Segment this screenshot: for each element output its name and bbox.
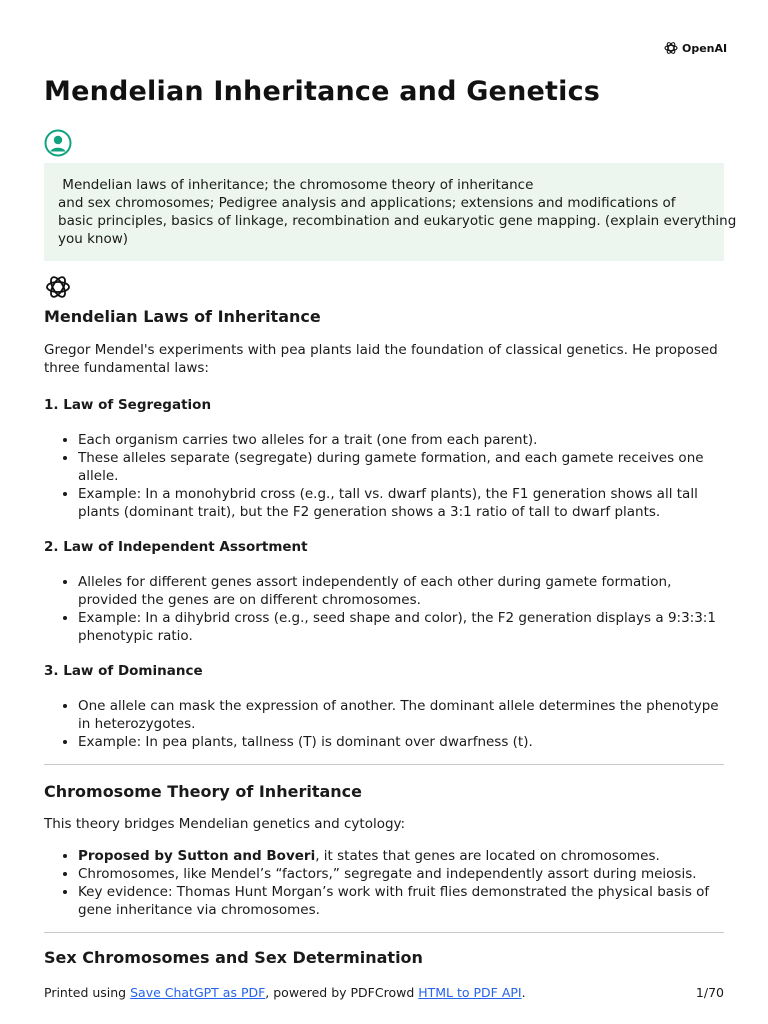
bullet-list — [44, 431, 724, 521]
bullet-list — [44, 847, 724, 919]
page-footer — [44, 985, 724, 1000]
list-item: • Example: In pea plants, tallness (T) is dominant over dwarfness (t). — [78, 733, 724, 751]
divider — [44, 764, 724, 765]
list-item: • These alleles separate (segregate) during gamete formation, and each gamete receives one allele. — [78, 449, 724, 485]
section-heading: Sex Chromosomes and Sex Determination — [44, 948, 423, 967]
list-item: • One allele can mask the expression of another. The dominant allele determines the phenotype in heterozygotes. — [78, 697, 724, 733]
chatgpt-icon — [44, 273, 72, 301]
openai-brand — [663, 40, 727, 56]
list-item: • Example: In a dihybrid cross (e.g., seed shape and color), the F2 generation displays a 9:3:3:1 phenotypic ratio. — [78, 609, 724, 645]
html-to-pdf-link[interactable]: HTML to PDF API — [418, 985, 522, 1000]
assistant-response — [44, 305, 724, 970]
prompt-line: and sex chromosomes; Pedigree analysis and applications; extensions and modifications of — [58, 195, 676, 211]
user-prompt — [44, 163, 737, 261]
prompt-line: Mendelian laws of inheritance; the chromosome theory of inheritance — [58, 177, 534, 193]
law-heading: 1. Law of Segregation — [44, 397, 212, 413]
law-heading: 2. Law of Independent Assortment — [44, 539, 308, 555]
page-number: 1/70 — [695, 985, 724, 1000]
section-heading: Chromosome Theory of Inheritance — [44, 782, 362, 801]
paragraph: Gregor Mendel's experiments with pea plants laid the foundation of classical genetics. He proposed three fundamental laws: — [44, 342, 718, 376]
brand-name: OpenAI — [682, 41, 728, 55]
save-chatgpt-link[interactable]: Save ChatGPT as PDF — [130, 985, 266, 1000]
page-title: Mendelian Inheritance and Genetics — [44, 76, 601, 107]
user-avatar-icon — [44, 129, 72, 157]
section-heading: Mendelian Laws of Inheritance — [44, 307, 321, 326]
prompt-line: you know) — [58, 231, 129, 247]
list-item: • Key evidence: Thomas Hunt Morgan’s work with fruit flies demonstrated the physical basis of gene inheritance via chromosomes. — [78, 883, 724, 919]
bullet-list — [44, 573, 724, 645]
openai-logo-icon — [663, 40, 679, 56]
divider — [44, 932, 724, 933]
paragraph: This theory bridges Mendelian genetics and cytology: — [44, 816, 406, 832]
list-item: • Each organism carries two alleles for a trait (one from each parent). — [78, 431, 724, 449]
law-heading: 3. Law of Dominance — [44, 663, 203, 679]
bullet-list — [44, 697, 724, 751]
list-item — [78, 847, 724, 865]
list-item: • Chromosomes, like Mendel’s “factors,” segregate and independently assort during meiosis. — [78, 865, 724, 883]
footer-text: Printed using — [44, 985, 131, 1000]
list-item: • Alleles for different genes assort independently of each other during gamete formation, provided the genes are on different chromosomes. — [78, 573, 724, 609]
prompt-line: basic principles, basics of linkage, recombination and eukaryotic gene mapping. (explain everything — [58, 213, 737, 229]
list-item-text: , it states that genes are located on chromosomes. — [315, 848, 660, 864]
footer-text: , powered by PDFCrowd — [265, 985, 419, 1000]
list-item: • Example: In a monohybrid cross (e.g., tall vs. dwarf plants), the F1 generation shows all tall plants (dominant trait), but the F2 generation shows a 3:1 ratio of tall to dwarf plants. — [78, 485, 724, 521]
footer-text: . — [521, 985, 526, 1000]
footer-credit — [44, 985, 526, 1000]
bold-text: Proposed by Sutton and Boveri — [78, 848, 316, 864]
